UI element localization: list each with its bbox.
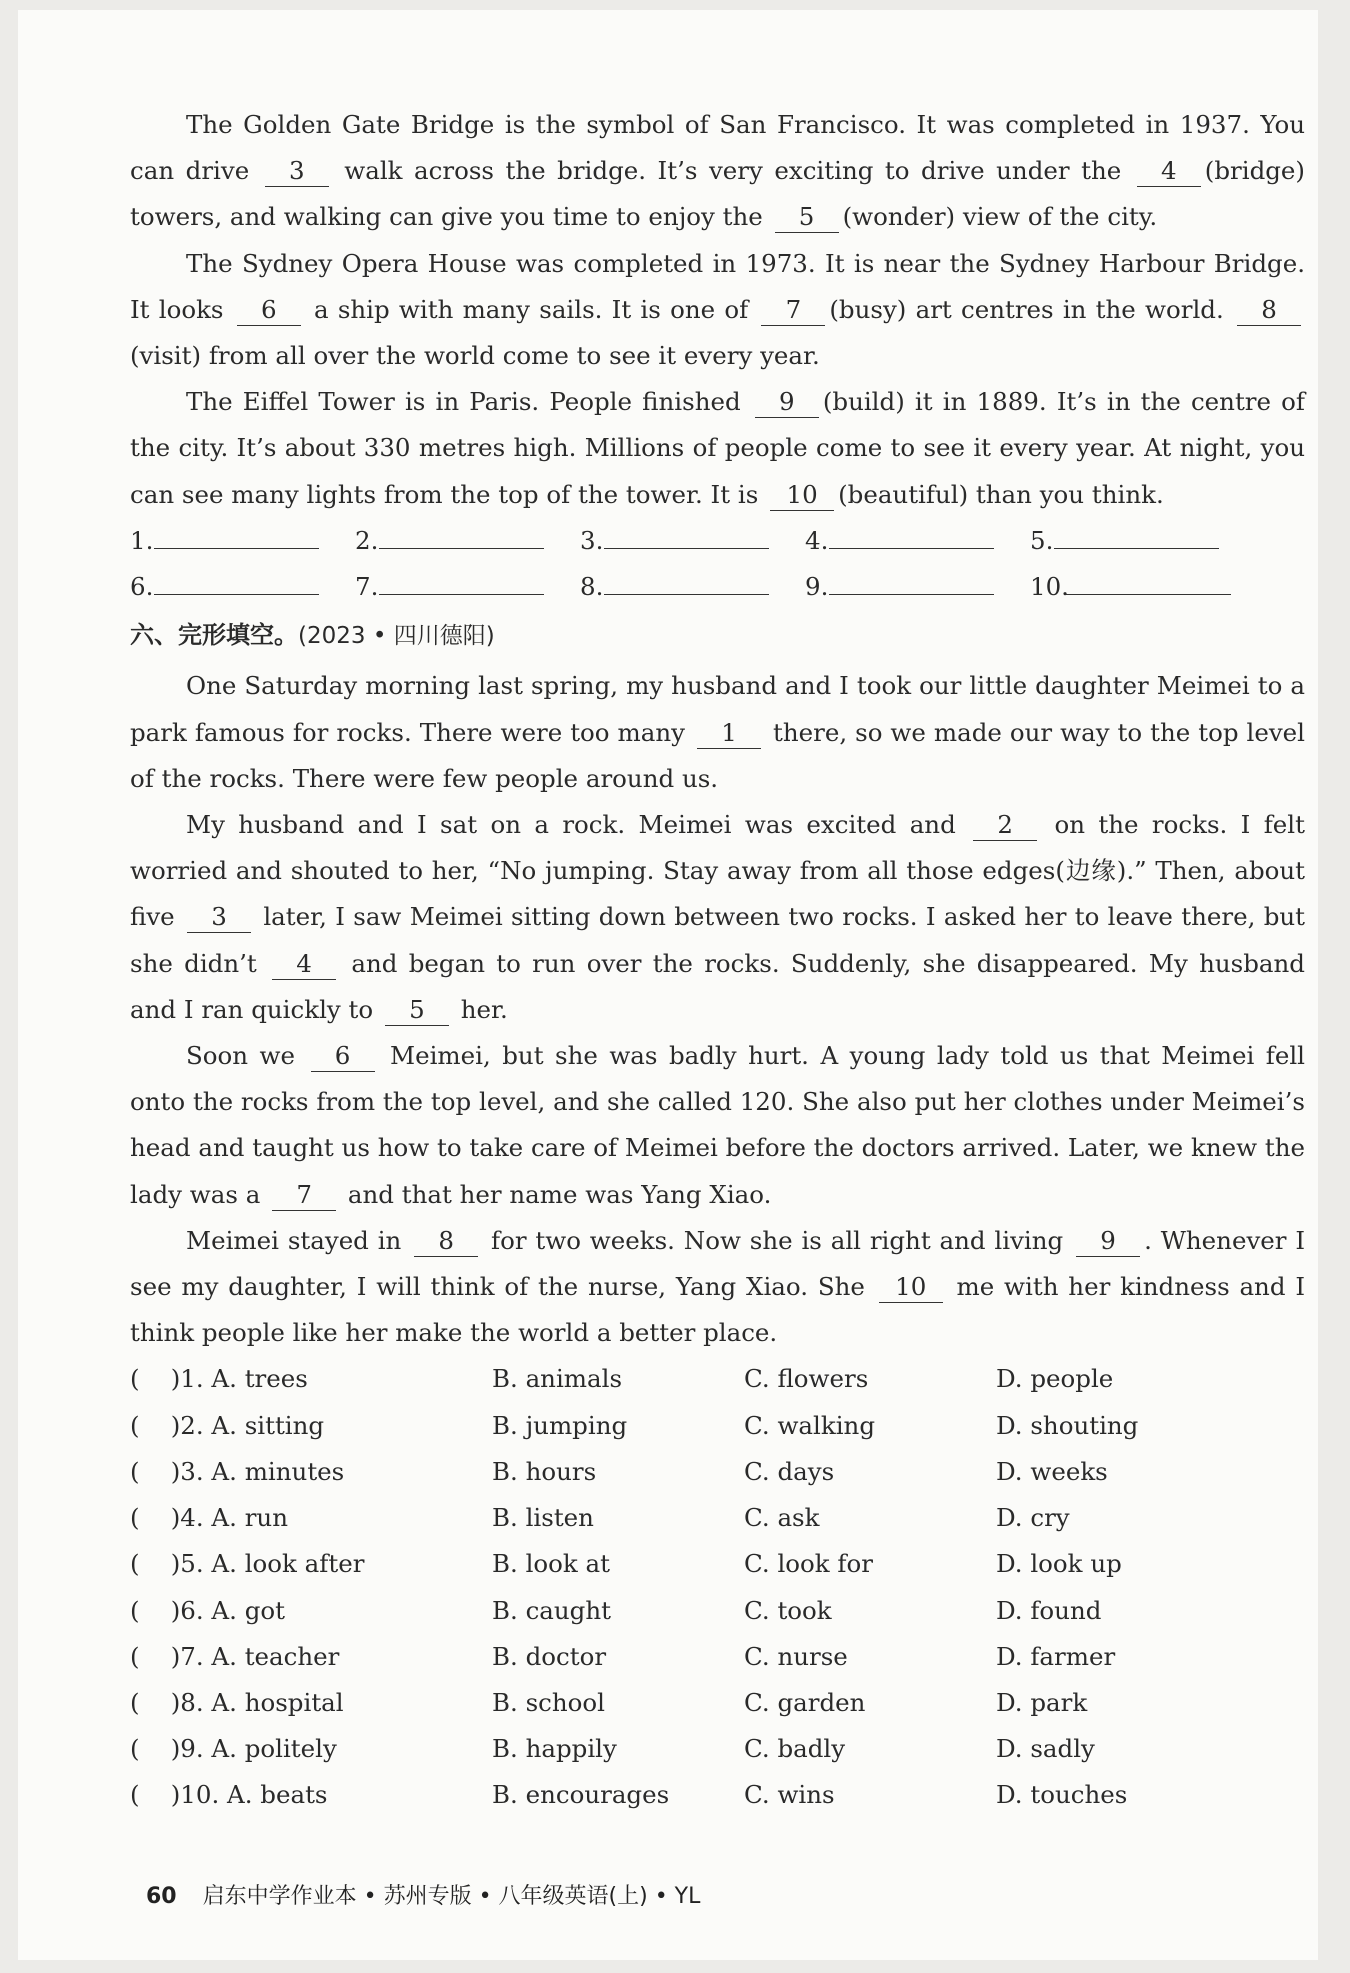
option-b[interactable]: B. doctor [492, 1641, 607, 1671]
option-b[interactable]: B. listen [492, 1503, 594, 1533]
answer-item-7: 7. [355, 564, 580, 610]
cloze-blank-4: 4 [272, 949, 336, 980]
page-content [130, 102, 1305, 1819]
cloze-blank-7: 7 [272, 1180, 336, 1211]
question-option-a[interactable]: ( )7. A. teacher [130, 1641, 340, 1671]
paragraph-eiffel-tower: The Eiffel Tower is in Paris. People finished 9 (build) it in 1889. It’s in the centre of the city. It’s about 330 metres high. Millions of people come to see it every year. At night, you can see many lights from the top of the tower. It is 10 (beautiful) than you think. [130, 387, 1305, 509]
paragraph-sydney-opera: The Sydney Opera House was completed in 1973. It is near the Sydney Harbour Bridge. It looks 6 a ship with many sails. It is one of 7 (busy) art centres in the world. 8 (visit) from all over the world come to see it every year. [130, 248, 1305, 371]
option-d[interactable]: D. park [996, 1687, 1088, 1717]
option-c[interactable]: C. nurse [744, 1641, 848, 1671]
paragraph-golden-gate: The Golden Gate Bridge is the symbol of San Francisco. It was completed in 1937. You can drive 3 walk across the bridge. It’s very exciting to drive under the 4 (bridge) towers, and walking can give you time to enjoy the 5 (wonder) view of the city. [130, 110, 1305, 232]
option-row [130, 1772, 1305, 1818]
page-number: 60 [146, 1884, 177, 1909]
blank-10: 10 [770, 480, 834, 511]
option-row [130, 1726, 1305, 1772]
section-title: 六、完形填空。(2023 • 四川德阳) [130, 621, 495, 650]
cloze-blank-3: 3 [187, 902, 251, 933]
option-b[interactable]: B. hours [492, 1456, 597, 1486]
question-option-a[interactable]: ( )2. A. sitting [130, 1410, 325, 1440]
question-option-a[interactable]: ( )8. A. hospital [130, 1687, 344, 1717]
cloze-blank-1: 1 [697, 718, 761, 749]
option-row [130, 1541, 1305, 1587]
answer-line-8[interactable] [604, 564, 769, 595]
option-c[interactable]: C. took [744, 1595, 832, 1625]
blank-5: 5 [775, 202, 839, 233]
cloze-blank-5: 5 [385, 995, 449, 1026]
answer-line-3[interactable] [604, 518, 769, 549]
answer-line-4[interactable] [829, 518, 994, 549]
option-row [130, 1588, 1305, 1634]
question-option-a[interactable]: ( )10. A. beats [130, 1780, 328, 1810]
answer-line-10[interactable] [1066, 564, 1231, 595]
option-b[interactable]: B. school [492, 1687, 605, 1717]
question-option-a[interactable]: ( )4. A. run [130, 1503, 288, 1533]
blank-8: 8 [1237, 295, 1301, 326]
book-title: 启东中学作业本 • 苏州专版 • 八年级英语(上) • YL [202, 1884, 701, 1909]
section-source: (2023 • 四川德阳) [298, 623, 495, 650]
option-c[interactable]: C. garden [744, 1687, 866, 1717]
page [18, 10, 1318, 1960]
option-row [130, 1356, 1305, 1402]
answer-line-7[interactable] [379, 564, 544, 595]
answer-line-2[interactable] [379, 518, 544, 549]
paragraph-cloze-2: My husband and I sat on a rock. Meimei was excited and 2 on the rocks. I felt worried and shouted to her, “No jumping. Stay away from all those edges(边缘).” Then, about five 3 later, I saw Meimei sitting down between two rocks. I asked her to leave there, but she didn’t 4 and began to run over the rocks. Suddenly, she disappeared. My husband and I ran quickly to 5 her. [130, 810, 1305, 1024]
option-row [130, 1680, 1305, 1726]
cloze-blank-2: 2 [973, 810, 1037, 841]
cloze-blank-8: 8 [414, 1226, 478, 1257]
option-d[interactable]: D. touches [996, 1780, 1128, 1810]
answer-row-1 [130, 518, 1305, 564]
paragraph-cloze-1: One Saturday morning last spring, my husband and I took our little daughter Meimei to a park famous for rocks. There were too many 1 there, so we made our way to the top level of the rocks. There were few people around us. [130, 671, 1306, 793]
option-row [130, 1634, 1305, 1680]
cloze-blank-6: 6 [311, 1041, 375, 1072]
option-d[interactable]: D. farmer [996, 1641, 1116, 1671]
option-d[interactable]: D. weeks [996, 1456, 1108, 1486]
option-d[interactable]: D. sadly [996, 1734, 1095, 1764]
answer-line-6[interactable] [154, 564, 319, 595]
option-c[interactable]: C. walking [744, 1410, 876, 1440]
answer-item-6: 6. [130, 564, 355, 610]
option-c[interactable]: C. ask [744, 1503, 820, 1533]
option-b[interactable]: B. look at [492, 1549, 611, 1579]
answer-line-1[interactable] [154, 518, 319, 549]
option-b[interactable]: B. caught [492, 1595, 611, 1625]
option-c[interactable]: C. look for [744, 1549, 873, 1579]
option-d[interactable]: D. shouting [996, 1410, 1139, 1440]
answer-item-2: 2. [355, 518, 580, 564]
answer-item-9: 9. [805, 564, 1030, 610]
answer-item-4: 4. [805, 518, 1030, 564]
option-row [130, 1495, 1305, 1541]
question-option-a[interactable]: ( )9. A. politely [130, 1734, 337, 1764]
option-b[interactable]: B. encourages [492, 1780, 670, 1810]
option-row [130, 1449, 1305, 1495]
option-d[interactable]: D. look up [996, 1549, 1122, 1579]
option-b[interactable]: B. jumping [492, 1410, 628, 1440]
option-c[interactable]: C. wins [744, 1780, 835, 1810]
blank-6: 6 [237, 295, 301, 326]
question-option-a[interactable]: ( )1. A. trees [130, 1364, 308, 1394]
option-d[interactable]: D. cry [996, 1503, 1070, 1533]
blank-9: 9 [755, 387, 819, 418]
option-d[interactable]: D. people [996, 1364, 1114, 1394]
answer-item-1: 1. [130, 518, 355, 564]
paragraph-cloze-4: Meimei stayed in 8 for two weeks. Now she is all right and living 9 . Whenever I see my daughter, I will think of the nurse, Yang Xiao. She 10 me with her kindness and I think people like her make the world a better place. [130, 1225, 1306, 1348]
blank-4: 4 [1137, 156, 1201, 187]
page-footer [146, 1879, 700, 1910]
option-c[interactable]: C. flowers [744, 1364, 869, 1394]
option-d[interactable]: D. found [996, 1595, 1102, 1625]
blank-7: 7 [761, 295, 825, 326]
option-c[interactable]: C. badly [744, 1734, 846, 1764]
cloze-blank-9: 9 [1076, 1226, 1140, 1257]
answer-item-3: 3. [580, 518, 805, 564]
answer-item-5: 5. [1030, 518, 1255, 564]
paragraph-cloze-3: Soon we 6 Meimei, but she was badly hurt. A young lady told us that Meimei fell onto the rocks from the top level, and she called 120. She also put her clothes under Meimei’s head and taught us how to take care of Meimei before the doctors arrived. Later, we knew the lady was a 7 and that her name was Yang Xiao. [130, 1041, 1306, 1209]
question-option-a[interactable]: ( )5. A. look after [130, 1549, 365, 1579]
cloze-blank-10: 10 [879, 1272, 943, 1303]
option-b[interactable]: B. animals [492, 1364, 623, 1394]
answer-item-8: 8. [580, 564, 805, 610]
answer-line-5[interactable] [1054, 518, 1219, 549]
answer-line-9[interactable] [829, 564, 994, 595]
option-row [130, 1403, 1305, 1449]
blank-3: 3 [265, 156, 329, 187]
option-c[interactable]: C. days [744, 1456, 835, 1486]
answer-row-2 [130, 564, 1305, 610]
question-option-a[interactable]: ( )6. A. got [130, 1595, 285, 1625]
option-b[interactable]: B. happily [492, 1734, 617, 1764]
question-option-a[interactable]: ( )3. A. minutes [130, 1456, 345, 1486]
answer-item-10: 10. [1030, 564, 1255, 610]
